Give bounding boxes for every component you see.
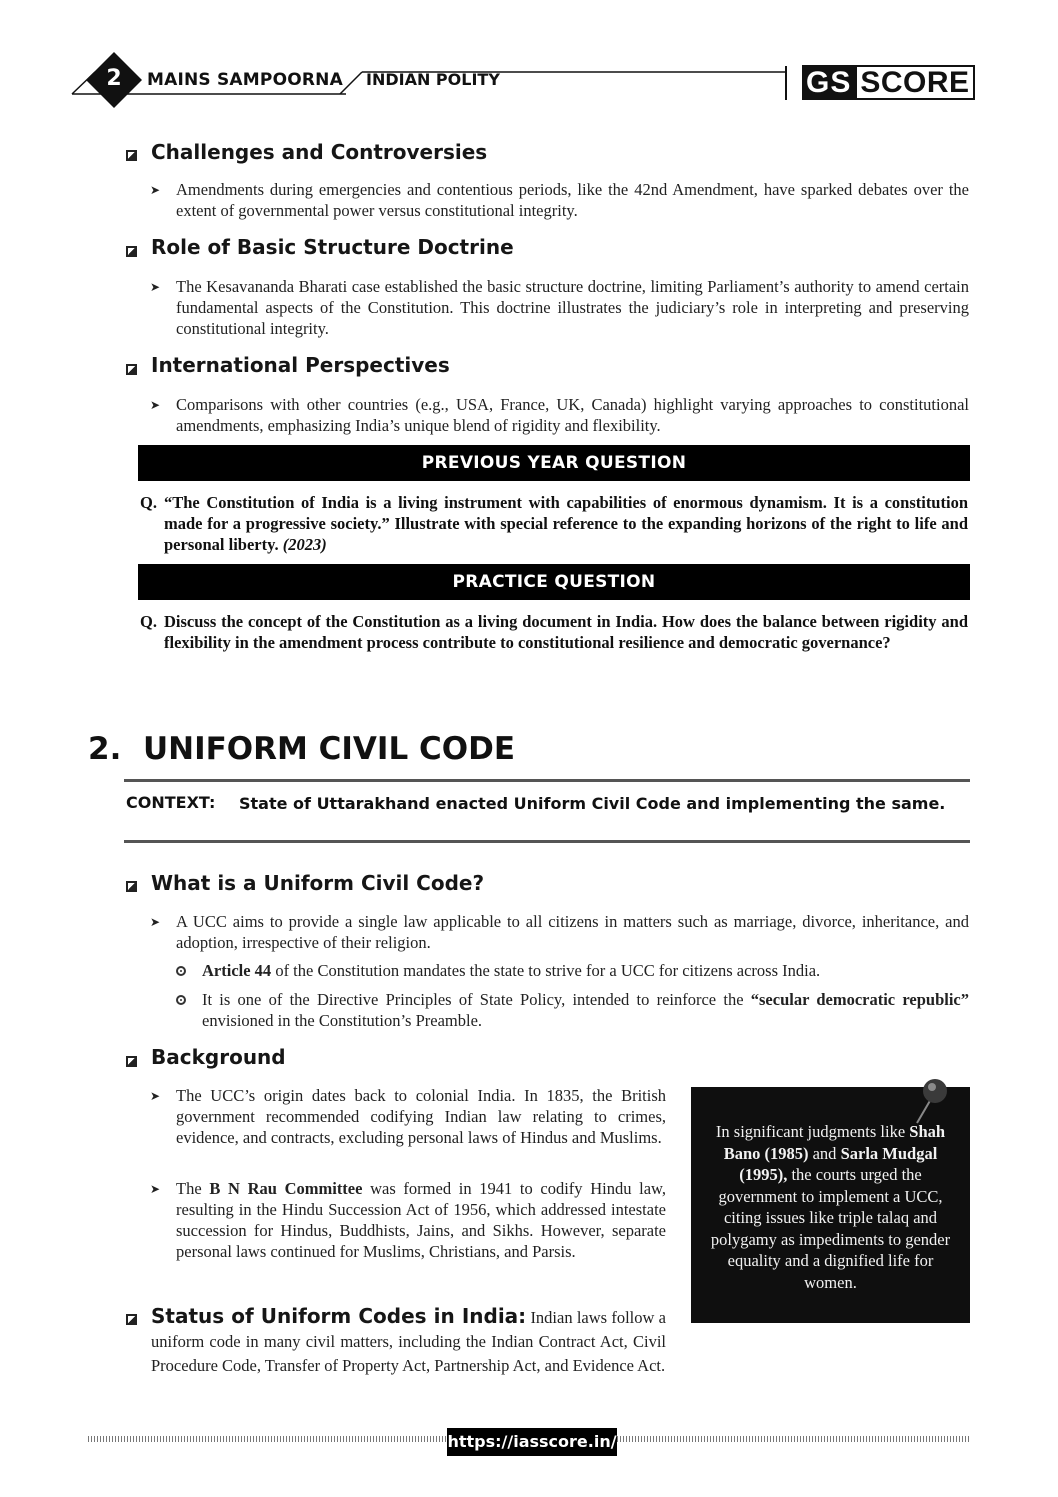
status-paragraph — [151, 1304, 666, 1378]
practice-q-label: Q. — [140, 612, 157, 631]
heading-status: Status of Uniform Codes in India: — [151, 1304, 527, 1328]
heading-bullet-icon — [126, 246, 137, 257]
pyq-q-label: Q. — [140, 493, 157, 512]
heading-bullet-icon — [126, 1056, 137, 1067]
callout-shah-bano: Shah Bano (1985) — [723, 1122, 946, 1163]
pyq-text: “The Constitution of India is a living instrument with capabilities of enormous dynamism. It is a constitution made for a progressive society.” Illustrate with special reference to the expanding horizons of the right to life and personal liberty. — [164, 493, 968, 554]
background-p2 — [176, 1178, 666, 1262]
callout-text — [703, 1121, 958, 1293]
header-subtitle: INDIAN POLITY — [366, 70, 500, 89]
arrow-bullet-icon: ➤ — [150, 183, 161, 197]
background-p1: The UCC’s origin dates back to colonial India. In 1835, the British government recommended codifying Indian law relating to crimes, evidence, and contracts, excluding personal laws of Hindus and Muslims. — [176, 1086, 666, 1147]
context-label: CONTEXT: — [126, 793, 216, 812]
gsscore-logo — [802, 65, 975, 100]
basic-structure-text: The Kesavananda Bharati case established the basic structure doctrine, limiting Parliament’s authority to amend certain fundamental aspects of the Constitution. This doctrine illustrates the judiciary’s role in interpreting and preserving constitutional integrity. — [176, 277, 969, 338]
dpsp-bold: “secular democratic republic” — [750, 990, 969, 1009]
dpsp-pre: It is one of the Directive Principles of State Policy, intended to reinforce the — [202, 990, 751, 1009]
pyq-banner: PREVIOUS YEAR QUESTION — [138, 445, 970, 481]
heading-basic-structure: Role of Basic Structure Doctrine — [151, 235, 514, 259]
heading-background: Background — [151, 1045, 286, 1069]
arrow-bullet-icon: ➤ — [150, 398, 161, 412]
arrow-bullet-icon: ➤ — [150, 915, 161, 929]
heading-what-is-ucc: What is a Uniform Civil Code? — [151, 871, 485, 895]
heading-bullet-icon — [126, 881, 137, 892]
ucc-dpsp — [202, 989, 969, 1031]
international-text: Comparisons with other countries (e.g., USA, France, UK, Canada) highlight varying approaches to constitutional amendments, emphasizing India’s unique blend of rigidity and flexibility. — [176, 395, 969, 435]
heading-bullet-icon — [126, 1314, 137, 1325]
footer-url-link[interactable]: https://iasscore.in/ — [447, 1428, 617, 1456]
chapter-name: UNIFORM CIVIL CODE — [142, 731, 516, 767]
practice-banner: PRACTICE QUESTION — [138, 564, 970, 600]
arrow-bullet-icon: ➤ — [150, 1089, 161, 1103]
logo-score: SCORE — [855, 65, 974, 100]
challenges-text: Amendments during emergencies and contentious periods, like the 42nd Amendment, have sparked debates over the extent of governmental power versus constitutional integrity. — [176, 180, 969, 220]
pushpin-icon — [913, 1077, 953, 1125]
bn-rau-bold: B N Rau Committee — [209, 1179, 363, 1198]
context-rule-top — [124, 779, 970, 782]
page-number: 2 — [106, 66, 122, 91]
circle-bullet-icon — [176, 995, 186, 1005]
circle-bullet-icon — [176, 966, 186, 976]
callout-post: the courts urged the government to implement a UCC, citing issues like triple talaq and polygamy as impediments to gender equality and a dignified life for women. — [710, 1165, 951, 1292]
article-44-rest: of the Constitution mandates the state to strive for a UCC for citizens across India. — [271, 961, 821, 980]
header-title: MAINS SAMPOORNA — [147, 70, 343, 90]
dpsp-post: envisioned in the Constitution’s Preamble. — [202, 1011, 483, 1030]
callout-mid: and — [808, 1143, 841, 1163]
practice-question — [140, 611, 968, 653]
arrow-bullet-icon: ➤ — [150, 280, 161, 294]
heading-bullet-icon — [126, 364, 137, 375]
footer-line-right — [617, 1436, 970, 1442]
heading-challenges: Challenges and Controversies — [151, 140, 488, 164]
pyq-year: (2023) — [282, 535, 327, 554]
article-44-bold: Article 44 — [202, 961, 272, 980]
ucc-article-44 — [202, 960, 969, 981]
logo-gs: GS — [802, 65, 855, 100]
chapter-title — [88, 731, 515, 767]
header-lines — [0, 0, 1058, 120]
context-text: State of Uttarakhand enacted Uniform Civil Code and implementing the same. — [239, 794, 946, 813]
ucc-text: A UCC aims to provide a single law applicable to all citizens in matters such as marriage, divorce, inheritance, and adoption, irrespective of their religion. — [176, 912, 969, 952]
heading-international: International Perspectives — [151, 353, 450, 377]
heading-bullet-icon — [126, 150, 137, 161]
pyq-question — [140, 492, 968, 555]
practice-text: Discuss the concept of the Constitution as a living document in India. How does the balance between rigidity and flexibility in the amendment process contribute to constitutional resilience and democratic governance? — [164, 612, 968, 652]
bn-rau-pre: The — [176, 1179, 210, 1198]
context-rule-bottom — [124, 840, 970, 843]
bn-rau-post: was formed in 1941 to codify Hindu law, resulting in the Hindu Succession Act of 1956, which addressed intestate succession for Hindus, Buddhists, Jains, and Sikhs. However, separate personal laws continued for Muslims, Christians, and Parsis. — [176, 1179, 666, 1261]
footer-line-left — [88, 1436, 447, 1442]
callout-pre: In significant judgments like — [715, 1122, 910, 1141]
chapter-number: 2. — [88, 731, 122, 767]
arrow-bullet-icon: ➤ — [150, 1182, 161, 1196]
callout-sarla-mudgal: Sarla Mudgal (1995), — [739, 1143, 938, 1184]
status-text: Indian laws follow a uniform code in many civil matters, including the Indian Contract Act, Civil Procedure Code, Transfer of Property Act, Partnership Act, and Evidence Act. — [151, 1308, 666, 1375]
judgments-callout — [691, 1087, 970, 1323]
